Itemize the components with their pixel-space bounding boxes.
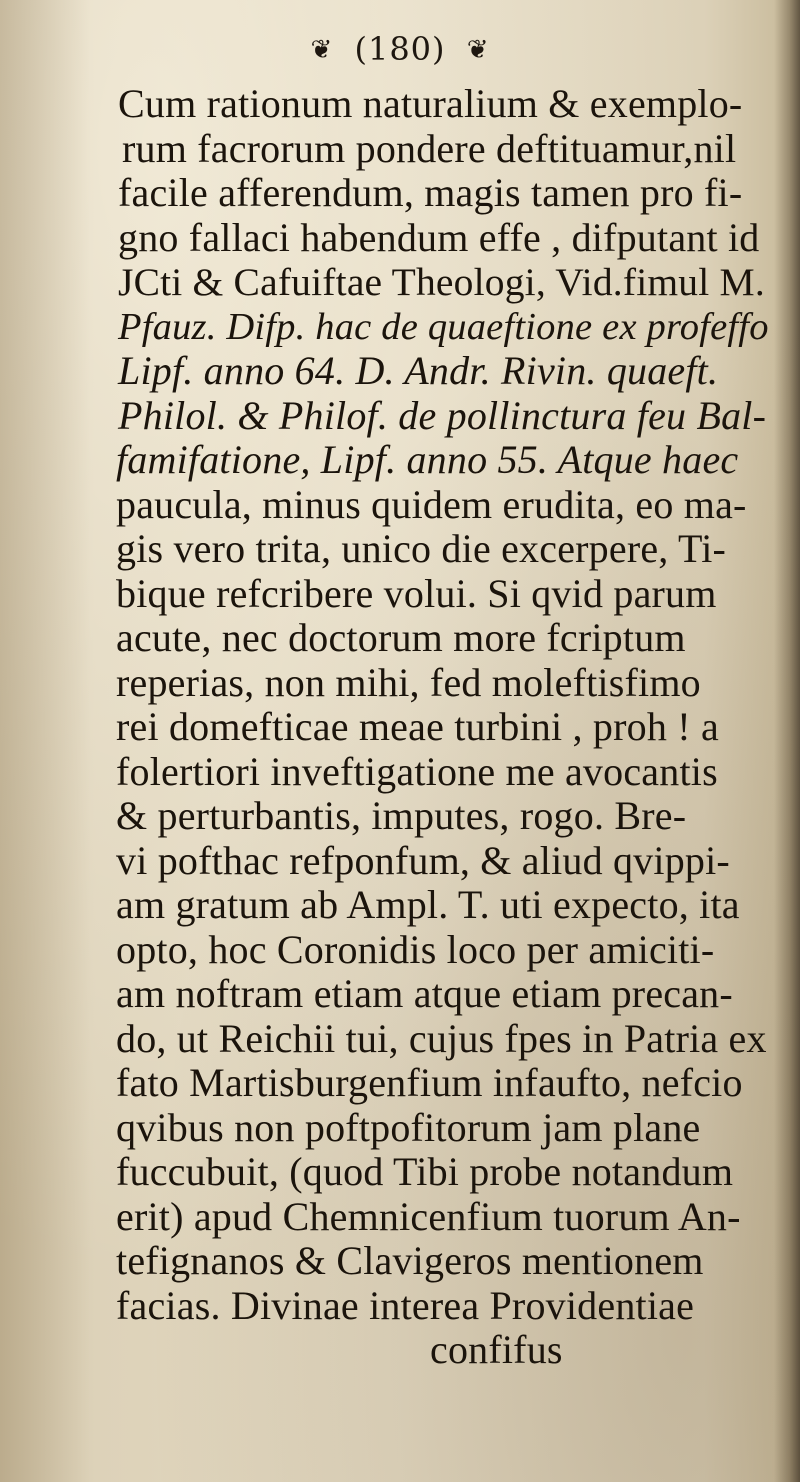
- page-number: (180): [354, 30, 446, 68]
- text-line: gno fallaci habendum effe , difputant id: [118, 214, 760, 260]
- text-line: am gratum ab Ampl. T. uti expecto, ita: [116, 882, 740, 927]
- text-line: Pfauz. Difp. hac de quaeftione ex profeffo: [118, 305, 769, 348]
- text-line: bique refcribere volui. Si qvid parum: [116, 570, 717, 616]
- ornament-right-icon: ❦: [466, 35, 490, 65]
- text-line: rei domefticae meae turbini , proh ! a: [116, 704, 719, 749]
- text-line: gis vero trita, unico die excerpere, Ti-: [116, 526, 727, 571]
- text-line: & perturbantis, imputes, rogo. Bre-: [116, 793, 687, 838]
- text-line: JCti & Cafuiftae Theologi, Vid.fimul M.: [118, 260, 765, 304]
- text-line: qvibus non poftpofitorum jam plane: [116, 1104, 701, 1150]
- text-line: fato Martisburgenfium infaufto, nefcio: [116, 1060, 743, 1105]
- ornament-left-icon: ❦: [310, 35, 334, 65]
- text-line: erit) apud Chemnicenfium tuorum An-: [116, 1193, 741, 1239]
- text-line: opto, hoc Coronidis loco per amiciti-: [116, 926, 715, 972]
- text-line: folertiori inveftigatione me avocantis: [116, 748, 718, 794]
- text-line: acute, nec doctorum more fcriptum: [116, 615, 686, 660]
- text-line: rum facrorum pondere deftituamur,nil: [122, 125, 737, 171]
- text-line: am noftram etiam atque etiam precan-: [116, 971, 733, 1016]
- text-line: Cum rationum naturalium & exemplo-: [118, 81, 743, 126]
- text-line: Lipf. anno 64. D. Andr. Rivin. quaeft.: [118, 348, 719, 393]
- text-line: paucula, minus quidem erudita, eo ma-: [116, 481, 747, 527]
- text-line: tefignanos & Clavigeros mentionem: [116, 1238, 704, 1283]
- text-line: fuccubuit, (quod Tibi probe notandum: [116, 1149, 734, 1194]
- body-text: [0, 82, 800, 1422]
- text-line: facile afferendum, magis tamen pro fi-: [118, 170, 743, 215]
- text-line: vi pofthac refponfum, & aliud qvippi-: [116, 837, 730, 883]
- page-header: [0, 30, 800, 68]
- text-line: do, ut Reichii tui, cujus fpes in Patria ex: [116, 1015, 767, 1061]
- text-line: facias. Divinae interea Providentiae: [116, 1282, 695, 1328]
- text-line: Philol. & Philof. de pollinctura feu Bal-: [118, 392, 767, 438]
- text-line: confifus: [430, 1327, 563, 1372]
- text-line: famifatione, Lipf. anno 55. Atque haec: [116, 437, 739, 482]
- text-line: reperias, non mihi, fed moleftisfimo: [116, 659, 701, 705]
